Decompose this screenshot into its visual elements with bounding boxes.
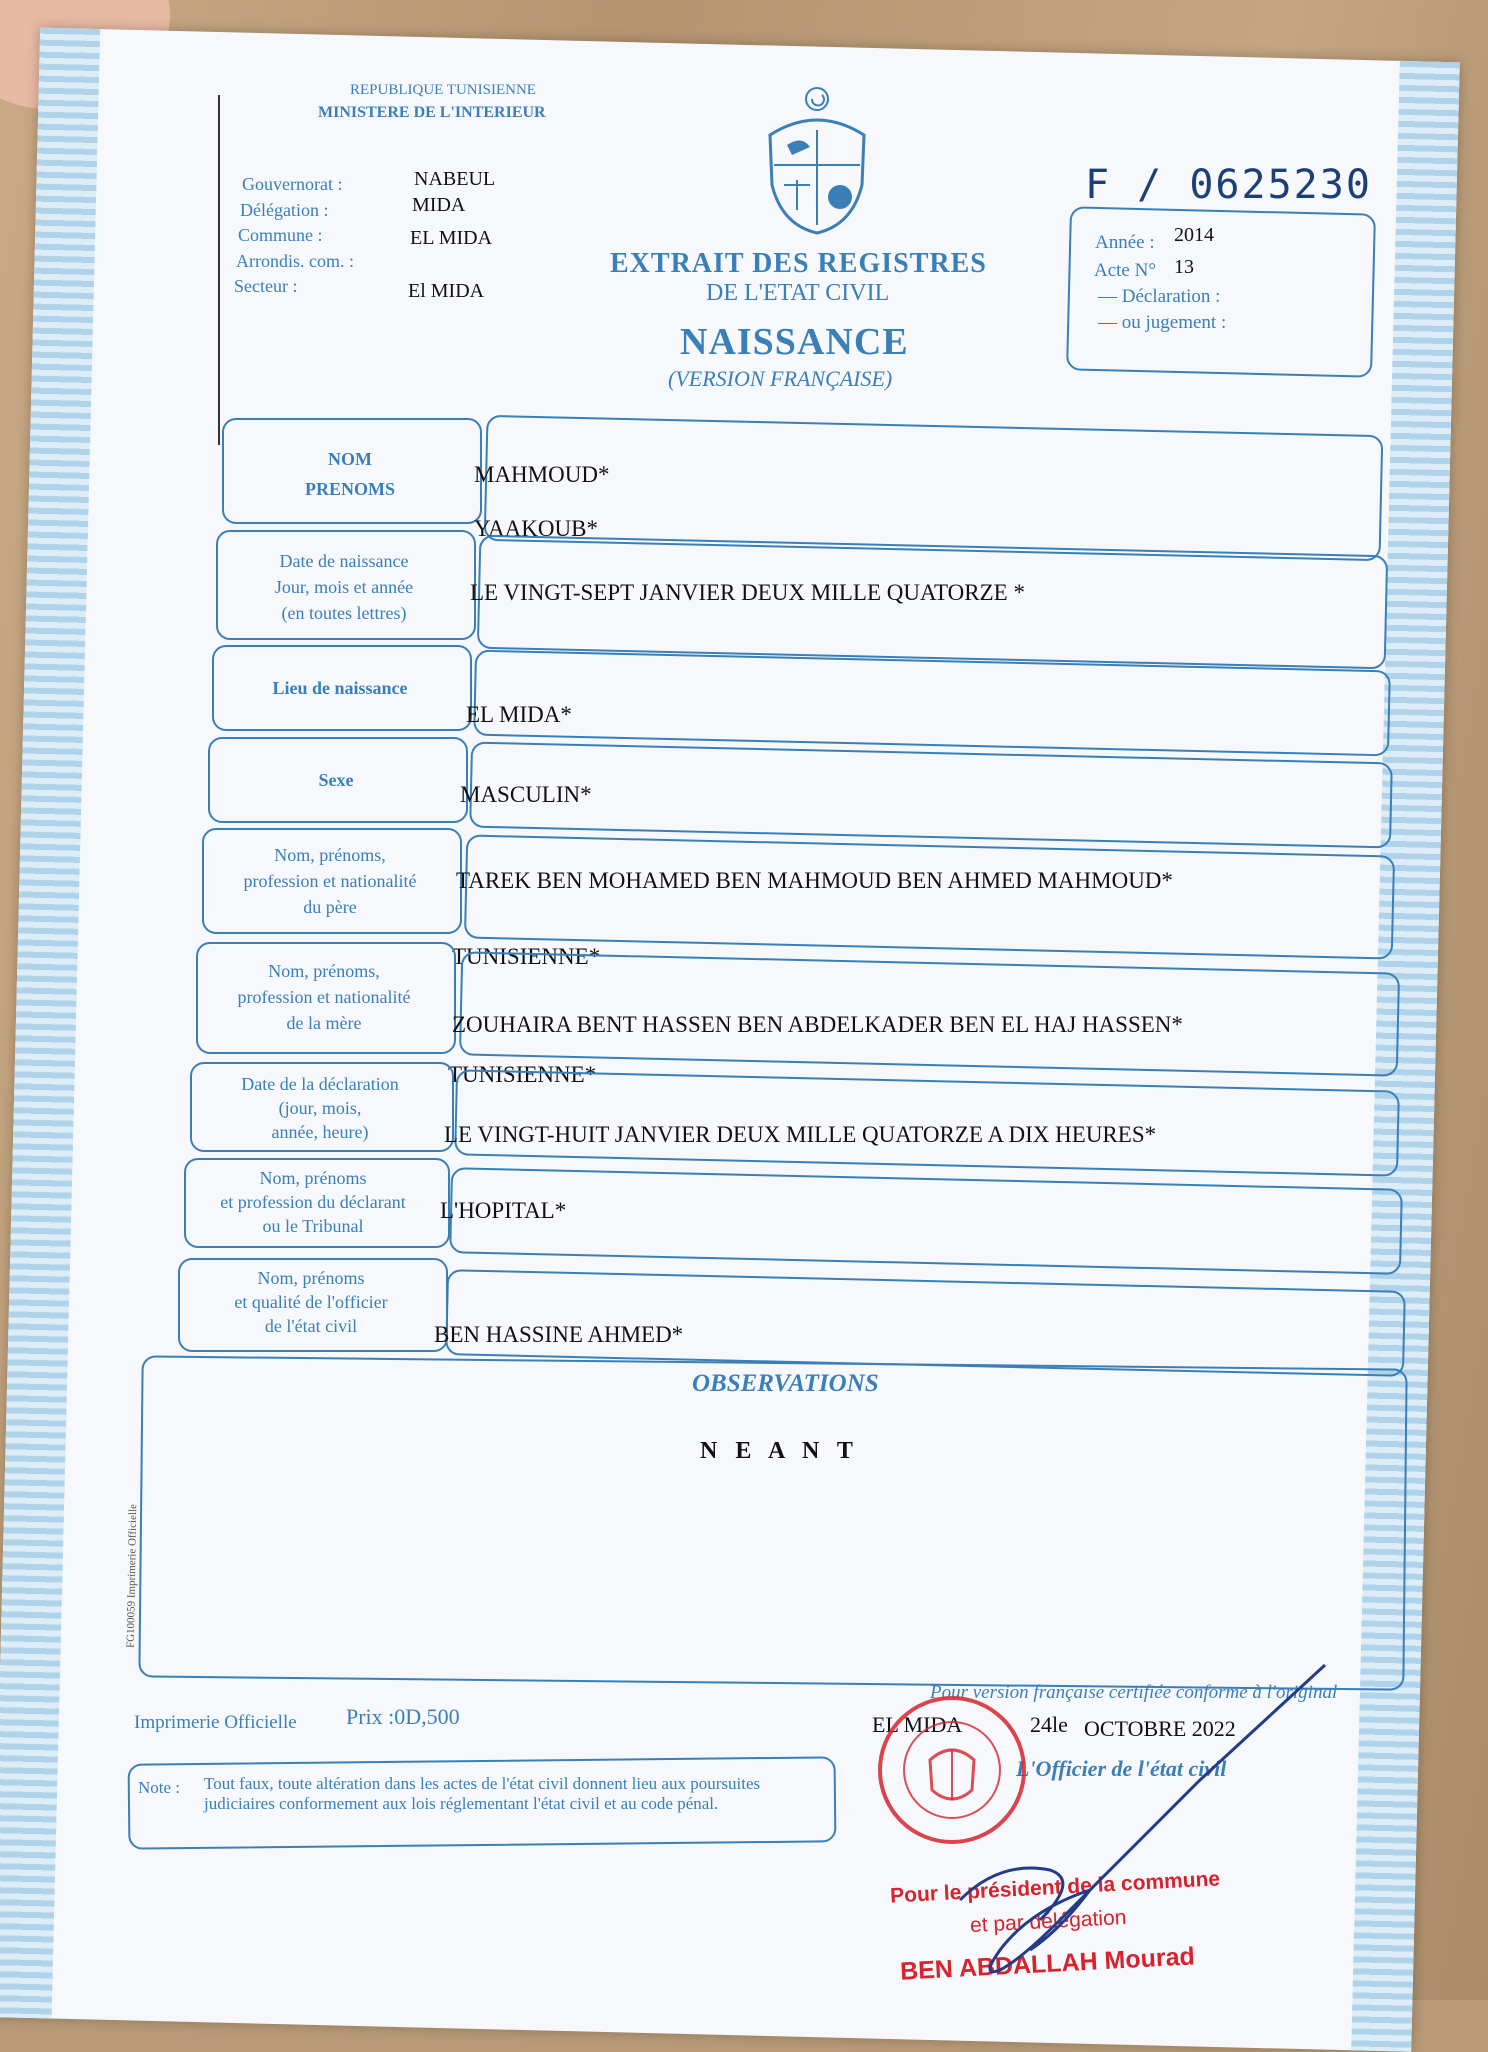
commune-label: Commune : — [238, 225, 323, 245]
title-version: (VERSION FRANÇAISE) — [668, 366, 893, 391]
father-nationality: TUNISIENNE* — [452, 944, 601, 969]
note-text: Tout faux, toute altération dans les actes de l'état civil donnent lieu aux poursuites judiciaires conformement aux lois réglementant l'état civil et au code pénal. — [204, 1774, 761, 1813]
title-line2: DE L'ETAT CIVIL — [706, 280, 890, 306]
stamp-line2: et par délégation — [969, 1905, 1127, 1938]
name-label: NOM PRENOMS — [305, 449, 395, 499]
declarant-value-box — [449, 1167, 1403, 1275]
jugement-label: — ou jugement : — [1098, 312, 1227, 333]
father-label: Nom, prénoms, profession et nationalité du père — [243, 845, 417, 917]
title-line1: EXTRAIT DES REGISTRES — [610, 248, 987, 279]
gouvernorat-value: NABEUL — [414, 168, 496, 190]
coat-of-arms-icon — [762, 85, 872, 235]
gouvernorat-label: Gouvernorat : — [242, 174, 343, 194]
document-number: F / 0625230 — [1085, 162, 1372, 208]
day-text: 24le — [1030, 1712, 1068, 1737]
father-value: TAREK BEN MOHAMED BEN MAHMOUD BEN AHMED MAHMOUD* — [456, 868, 1173, 893]
birthdate-label: Date de naissance Jour, mois et année (en toutes lettres) — [274, 551, 414, 623]
arrondissement-label: Arrondis. com. : — [236, 251, 354, 271]
declarant-label: Nom, prénoms et profession du déclarant ou le Tribunal — [220, 1168, 406, 1236]
mother-value: ZOUHAIRA BENT HASSEN BEN ABDELKADER BEN EL HAJ HASSEN* — [452, 1012, 1183, 1037]
commune-value: EL MIDA — [410, 227, 493, 249]
birthplace-label: Lieu de naissance — [272, 678, 408, 698]
note-label: Note : — [138, 1778, 181, 1797]
declaration-date-label: Date de la déclaration (jour, mois, année, heure) — [241, 1074, 399, 1142]
father-value-box — [464, 834, 1395, 959]
observations-value: N E A N T — [700, 1438, 859, 1464]
handwritten-signature — [940, 1660, 1340, 1980]
republic-text: REPUBLIQUE TUNISIENNE — [350, 82, 536, 98]
stamp-name: BEN ABDALLAH Mourad — [899, 1942, 1196, 1986]
certified-text: Pour version française certifiée conforme à l'original — [930, 1682, 1338, 1703]
stamp-line1: Pour le président de la commune — [889, 1867, 1221, 1908]
officer-title: L'Officier de l'état civil — [1016, 1756, 1227, 1781]
secteur-value: El MIDA — [408, 280, 485, 302]
birthdate-value: LE VINGT-SEPT JANVIER DEUX MILLE QUATORZE * — [470, 580, 1025, 605]
annee-value: 2014 — [1174, 224, 1214, 246]
secteur-label: Secteur : — [234, 276, 298, 296]
place-text: EL MIDA — [872, 1712, 963, 1737]
mother-label: Nom, prénoms, profession et nationalité de la mère — [237, 961, 411, 1033]
delegation-value: MIDA — [412, 194, 466, 216]
delegation-label: Délégation : — [240, 200, 329, 220]
title-main: NAISSANCE — [680, 321, 909, 363]
observations-title: OBSERVATIONS — [692, 1370, 879, 1397]
birthplace-value: EL MIDA* — [466, 702, 572, 727]
officer-value: BEN HASSINE AHMED* — [434, 1322, 684, 1347]
acte-value: 13 — [1174, 256, 1194, 278]
sex-label: Sexe — [318, 770, 354, 790]
declaration-date-value: LE VINGT-HUIT JANVIER DEUX MILLE QUATORZE A DIX HEURES* — [444, 1122, 1157, 1147]
printer-text: Imprimerie Officielle — [134, 1712, 297, 1733]
declaration-label: — Déclaration : — [1098, 286, 1221, 307]
declarant-value: L'HOPITAL* — [440, 1198, 567, 1223]
ministry-text: MINISTERE DE L'INTERIEUR — [318, 104, 546, 121]
sex-value: MASCULIN* — [460, 782, 592, 807]
officer-label: Nom, prénoms et qualité de l'officier de l'état civil — [234, 1268, 388, 1336]
annee-label: Année : — [1095, 232, 1155, 253]
prenoms-value: YAAKOUB* — [474, 516, 598, 541]
header-rule — [218, 95, 220, 445]
observations-box — [138, 1355, 1407, 1690]
sex-value-box — [469, 742, 1393, 849]
side-code: FG100059 Imprimerie Officielle — [124, 1503, 140, 1649]
acte-label: Acte N° — [1094, 260, 1156, 281]
mother-nationality: TUNISIENNE* — [448, 1062, 597, 1087]
nom-value: MAHMOUD* — [474, 462, 610, 487]
date-text: OCTOBRE 2022 — [1084, 1716, 1236, 1741]
price-text: Prix :0D,500 — [346, 1704, 460, 1729]
